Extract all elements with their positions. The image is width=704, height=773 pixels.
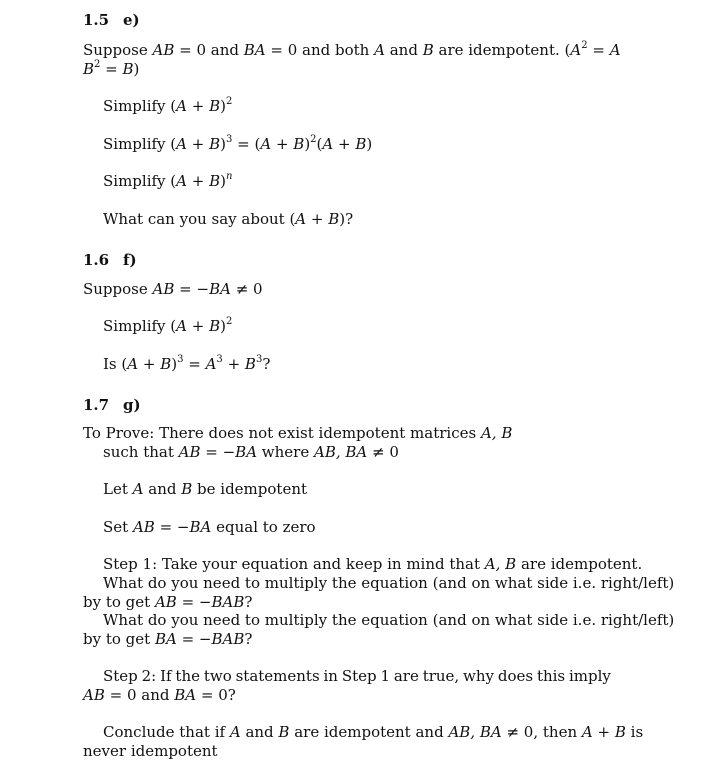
section-number: 1.6	[83, 251, 110, 269]
question-item: Simplify $(A + B)^3 = (A + B)^2(A + B)$	[103, 134, 373, 153]
section-number: 1.5	[83, 11, 110, 29]
section-label: f)	[123, 251, 137, 269]
section-number: 1.7	[83, 396, 110, 414]
document-page: 1.5 e) Suppose AB = 0 and BA = 0 and both A and B are idempotent. ($A^2 = A$ $B^2 = B$) Simplify $(A + B)^2$ Simplify $(A + B)^3 = (A + B)^2(A + B)$ Simplify $(A + B)^n$ What can you say about (A + B)? 1.6 f) Suppose AB = −BA ≠ 0 Simplify $(A + B)^2$ Is $(A + B)^3 = A^3 + B^3$? 1.7 g) To Prove: There does not exist idempotent matrices A, B such that AB = −BA where AB, BA ≠ 0 Let A and B be idempotent Set AB = −BA equal to zero Step 1: Take your equation and keep in mind that A, B are idempotent. What do you need to multiply the equation (and on what side i.e. right/left) by to get AB = −BAB? What do you need to multiply the equation (and on what side i.e. right/left) by to get BA = −BAB? Step 2: If the two statements in Step 1 are true, why does this imply AB = 0 and BA = 0? Conclude that if A and B are idempotent and AB, BA ≠ 0, then A + B is never idempotent	[83, 11, 675, 760]
proof-paragraph: Set AB = −BA equal to zero	[103, 518, 316, 536]
section-heading-1-6	[83, 251, 137, 270]
question-item: Simplify $(A + B)^2$	[103, 96, 233, 115]
proof-paragraph: Let A and B be idempotent	[103, 480, 308, 498]
section-1-6-intro: Suppose AB = −BA ≠ 0	[83, 280, 263, 298]
question-item: What can you say about (A + B)?	[103, 210, 354, 228]
section-heading-1-5	[83, 11, 140, 30]
section-label: g)	[123, 396, 141, 414]
question-item: Simplify $(A + B)^2$	[103, 316, 233, 335]
question-item: Simplify $(A + B)^n$	[103, 171, 233, 190]
section-heading-1-7	[83, 396, 141, 415]
section-label: e)	[123, 11, 140, 29]
question-item: Is $(A + B)^3 = A^3 + B^3$?	[103, 354, 271, 373]
